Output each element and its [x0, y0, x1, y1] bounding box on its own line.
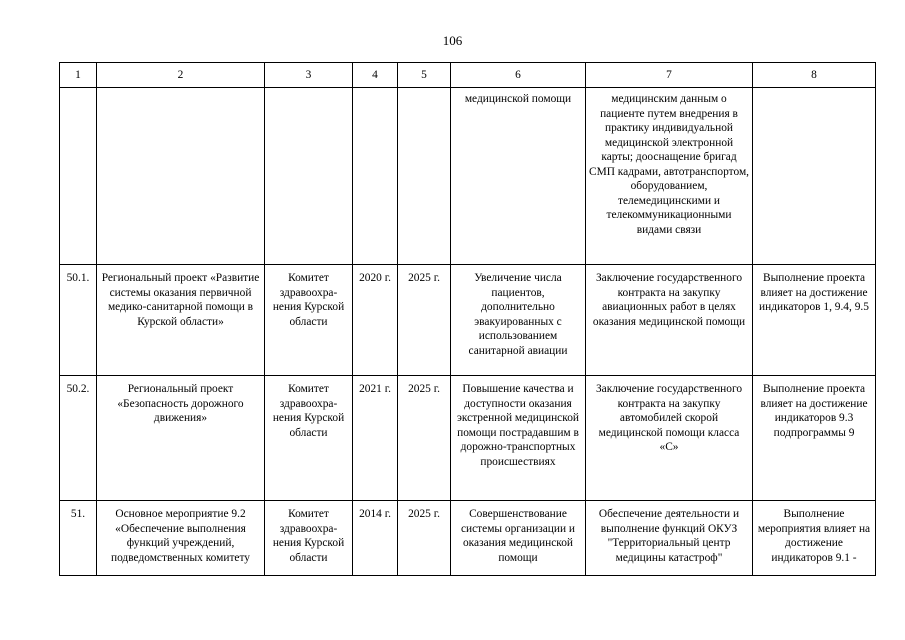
column-header-4: 4: [353, 63, 398, 88]
indicator-link-cell: Выполнение проекта влияет на достижение индикаторов 1, 9.4, 9.5: [753, 265, 876, 376]
measure-name-cell: Региональный проект «Безопасность дорожного движения»: [97, 376, 265, 501]
start-year-cell: 2021 г.: [353, 376, 398, 501]
measure-name-cell: Основное мероприятие 9.2 «Обеспечение выполнения функций учреждений, подведомственных комитету: [97, 501, 265, 576]
end-year-cell: 2025 г.: [398, 501, 451, 576]
row-number-cell: [60, 88, 97, 265]
main-directions-cell: Обеспечение деятельности и выполнение функций ОКУЗ "Территориальный центр медицины катастроф": [586, 501, 753, 576]
executor-cell: Комитет здравоохра-нения Курской области: [265, 376, 353, 501]
start-year-cell: 2014 г.: [353, 501, 398, 576]
main-directions-cell: Заключение государственного контракта на закупку автомобилей скорой медицинской помощи класса «С»: [586, 376, 753, 501]
row-number-cell: 50.2.: [60, 376, 97, 501]
indicator-link-cell: [753, 88, 876, 265]
start-year-cell: 2020 г.: [353, 265, 398, 376]
table-row: [60, 501, 876, 576]
measure-name-cell: [97, 88, 265, 265]
column-header-5: 5: [398, 63, 451, 88]
header-row: [60, 63, 876, 88]
end-year-cell: 2025 г.: [398, 265, 451, 376]
column-header-1: 1: [60, 63, 97, 88]
expected-result-cell: Увеличение числа пациентов, дополнительно эвакуированных с использованием санитарной авиации: [451, 265, 586, 376]
column-header-6: 6: [451, 63, 586, 88]
column-header-3: 3: [265, 63, 353, 88]
row-number-cell: 50.1.: [60, 265, 97, 376]
executor-cell: Комитет здравоохра-нения Курской области: [265, 501, 353, 576]
main-directions-cell: медицинским данным о пациенте путем внедрения в практику индивидуальной медицинской электронной карты; дооснащение бригад СМП кадрами, автотранспортом, оборудованием, телемедицинскими и телекоммуникационными видами связи: [586, 88, 753, 265]
main-directions-cell: Заключение государственного контракта на закупку авиационных работ в целях оказания медицинской помощи: [586, 265, 753, 376]
table-row: [60, 265, 876, 376]
row-number-cell: 51.: [60, 501, 97, 576]
column-header-2: 2: [97, 63, 265, 88]
executor-cell: [265, 88, 353, 265]
indicator-link-cell: Выполнение проекта влияет на достижение индикаторов 9.3 подпрограммы 9: [753, 376, 876, 501]
expected-result-cell: медицинской помощи: [451, 88, 586, 265]
start-year-cell: [353, 88, 398, 265]
column-header-8: 8: [753, 63, 876, 88]
end-year-cell: [398, 88, 451, 265]
expected-result-cell: Совершенствование системы организации и оказания медицинской помощи: [451, 501, 586, 576]
page-number: 106: [442, 33, 463, 48]
program-measures-table: [59, 62, 876, 576]
table-row: [60, 88, 876, 265]
column-header-7: 7: [586, 63, 753, 88]
table-row: [60, 376, 876, 501]
end-year-cell: 2025 г.: [398, 376, 451, 501]
expected-result-cell: Повышение качества и доступности оказания экстренной медицинской помощи пострадавшим в дорожно-транспортных происшествиях: [451, 376, 586, 501]
executor-cell: Комитет здравоохра-нения Курской области: [265, 265, 353, 376]
measure-name-cell: Региональный проект «Развитие системы оказания первичной медико-санитарной помощи в Курской области»: [97, 265, 265, 376]
indicator-link-cell: Выполнение мероприятия влияет на достижение индикаторов 9.1 -: [753, 501, 876, 576]
